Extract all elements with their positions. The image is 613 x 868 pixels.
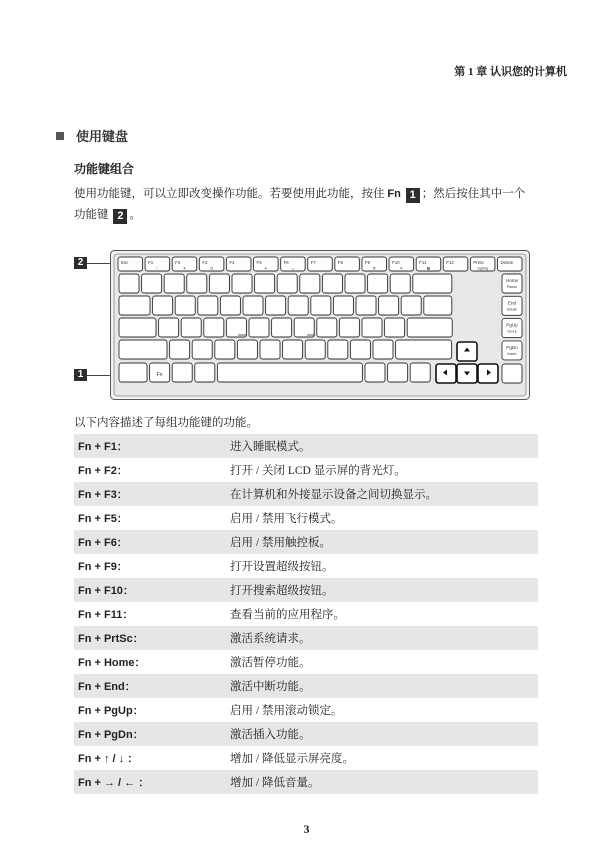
- key-combo: Fn + F10：: [78, 585, 134, 597]
- keycap: [365, 363, 385, 382]
- callout-badge-1: 1: [406, 188, 420, 203]
- key-combo: Fn + Home：: [78, 657, 146, 669]
- key-combo: Fn + PrtSc：: [78, 633, 144, 645]
- table-row: [74, 746, 538, 770]
- key-combo: Fn + PgUp：: [78, 705, 144, 717]
- keycap: [142, 274, 162, 293]
- side-key: [502, 296, 522, 315]
- keycap: [300, 274, 320, 293]
- figure-callout-2: 2: [74, 257, 87, 269]
- keycap: [390, 274, 410, 293]
- page-number: 3: [303, 822, 310, 836]
- key-description: 启用 / 禁用触控板。: [230, 537, 331, 549]
- keycap: [401, 296, 421, 315]
- keycap: [368, 274, 388, 293]
- function-key-row: [118, 257, 523, 272]
- fn-row-key-sublabel: ⊟: [210, 266, 214, 271]
- key-combo: Fn + F6：: [78, 537, 128, 549]
- side-key-sublabel: Break: [507, 307, 517, 312]
- keycap: [333, 296, 353, 315]
- keycap: [283, 340, 303, 359]
- subsection-title: 功能键组合: [74, 162, 135, 176]
- fn-row-key-label: PrtSc: [473, 260, 485, 265]
- keycap: [226, 318, 246, 337]
- keycap: [328, 340, 348, 359]
- fn-row-key-label: Delete: [500, 260, 514, 265]
- key-combo: Fn + F1：: [78, 441, 128, 453]
- table-row: [74, 602, 538, 626]
- side-key: [502, 274, 522, 293]
- keycap: [217, 363, 362, 382]
- callout-badge-2: 2: [113, 209, 127, 224]
- fn-row-key-label: F3: [202, 260, 208, 265]
- keycap: [119, 274, 139, 293]
- keycap: [396, 340, 452, 359]
- keycap: [350, 340, 370, 359]
- table-row: [74, 698, 538, 722]
- side-key-sublabel: Insert: [507, 351, 517, 356]
- keycap: [277, 274, 297, 293]
- fn-row-key-sublabel: ☾: [155, 266, 159, 271]
- fn-row-key-label: F4: [229, 260, 235, 265]
- keycap: [288, 296, 308, 315]
- table-row: [74, 482, 538, 506]
- para-text-2: ；然后按住其中一个: [421, 188, 526, 200]
- key-description: 激活中断功能。: [230, 681, 311, 693]
- table-row: [74, 530, 538, 554]
- keycap: [345, 274, 365, 293]
- main-key-area: [119, 274, 453, 383]
- side-key: [502, 341, 522, 360]
- key-combo: Fn + F3：: [78, 489, 128, 501]
- keycap: [192, 340, 212, 359]
- keycap: [385, 318, 405, 337]
- keycap: [272, 318, 292, 337]
- fn-row-key-label: F9: [364, 260, 371, 265]
- fn-row-key-label: Esc: [121, 260, 129, 265]
- keycap: [243, 296, 263, 315]
- para-text-3: 功能键: [74, 209, 112, 221]
- section-title: [56, 126, 128, 145]
- keycap: [153, 296, 173, 315]
- key-description: 打开 / 关闭 LCD 显示屏的背光灯。: [230, 465, 406, 477]
- keycap: [311, 296, 331, 315]
- fn-row-key-sublabel: SysRq: [477, 266, 488, 271]
- key-combo: Fn + F11：: [78, 609, 134, 621]
- table-row: [74, 650, 538, 674]
- key-combo: Fn + F9：: [78, 561, 128, 573]
- keycap: [204, 318, 224, 337]
- key-description: 激活插入功能。: [230, 729, 311, 741]
- key-description: 查看当前的应用程序。: [230, 609, 345, 621]
- keycap: [172, 363, 192, 382]
- fn-key-label: Fn: [156, 372, 163, 378]
- fn-row-key-sublabel: ⚲: [399, 266, 403, 271]
- key-description: 增加 / 降低显示屏亮度。: [230, 753, 354, 765]
- keycap: [119, 340, 167, 359]
- keycap: [410, 363, 430, 382]
- keycap: [237, 340, 257, 359]
- key-combo: Fn + F2：: [78, 465, 128, 477]
- side-key: [502, 319, 522, 338]
- table-row: [74, 770, 538, 794]
- fn-row-key-label: F6: [283, 260, 289, 265]
- keycap: [215, 340, 235, 359]
- key-description: 启用 / 禁用滚动锁定。: [230, 705, 343, 717]
- table-row: [74, 626, 538, 650]
- arrow-right-side-key: [502, 364, 522, 383]
- keycap: [322, 274, 342, 293]
- side-key-label: PgUp: [506, 322, 518, 328]
- keycap: [339, 318, 359, 337]
- keycap: [356, 296, 376, 315]
- keycap: [388, 363, 408, 382]
- keycap: [407, 318, 452, 337]
- fn-row-key-label: F12: [446, 260, 454, 265]
- fn-row-key-sublabel: ✈: [182, 266, 186, 271]
- fn-row-key-label: F11: [419, 260, 427, 265]
- keycap: [220, 296, 240, 315]
- side-key-sublabel: ScrLk: [507, 329, 517, 334]
- fn-row-key-label: F10: [392, 260, 400, 265]
- keycap: [260, 340, 280, 359]
- keycap: [255, 274, 275, 293]
- fn-row-key-label: F8: [337, 260, 343, 265]
- side-key-sublabel: Pause: [506, 285, 518, 289]
- keycap: [379, 296, 399, 315]
- keycap: [164, 274, 184, 293]
- keycap: [187, 274, 207, 293]
- side-key-label: Home: [505, 278, 519, 283]
- key-description: 激活暂停功能。: [230, 657, 311, 669]
- fn-row-key-label: F1: [148, 260, 154, 265]
- table-row: [74, 674, 538, 698]
- keycap: [373, 340, 393, 359]
- key-description: 启用 / 禁用飞行模式。: [230, 513, 343, 525]
- keycap: [362, 318, 382, 337]
- keyboard-illustration: [110, 250, 530, 400]
- keycap: [317, 318, 337, 337]
- key-combo: Fn + F5：: [78, 513, 128, 525]
- function-key-table: [74, 434, 538, 794]
- table-row: [74, 578, 538, 602]
- key-combo: Fn + PgDn：: [78, 729, 144, 741]
- keycap: [294, 318, 314, 337]
- keycap: [413, 274, 452, 293]
- keycap: [198, 296, 218, 315]
- fn-row-key-sublabel: ▦: [426, 266, 431, 271]
- keycap: [249, 318, 269, 337]
- table-intro: 以下内容描述了每组功能键的功能。: [74, 417, 258, 429]
- fn-row-key-sublabel: ▭: [291, 266, 295, 271]
- keycap: [170, 340, 190, 359]
- chapter-header: 第 1 章 认识您的计算机: [454, 66, 567, 78]
- para-text-1: 使用功能键，可以立即改变操作功能。若要使用此功能，按住: [74, 188, 388, 200]
- figure-callout-1: 1: [74, 369, 87, 381]
- keycap: [119, 318, 156, 337]
- table-row: [74, 458, 538, 482]
- keycap: [424, 296, 452, 315]
- keycap: [181, 318, 201, 337]
- intro-paragraph: [74, 184, 554, 226]
- table-row: [74, 722, 538, 746]
- table-row: [74, 554, 538, 578]
- keycap: [119, 296, 150, 315]
- key-description: 激活系统请求。: [230, 633, 311, 645]
- key-combo: Fn + → / ← ：: [78, 777, 150, 789]
- fn-key-ref: Fn: [387, 188, 401, 200]
- keycap: [159, 318, 179, 337]
- fn-row-key-label: F2: [175, 260, 181, 265]
- bullet-square-icon: [56, 132, 64, 140]
- fn-row-key-label: F5: [256, 260, 262, 265]
- key-combo: Fn + ↑ / ↓ ：: [78, 753, 139, 765]
- keycap: [305, 340, 325, 359]
- key-combo: Fn + End：: [78, 681, 136, 693]
- key-description: 增加 / 降低音量。: [230, 777, 320, 789]
- fn-row-key-sublabel: ⚙: [372, 266, 376, 271]
- para-text-4: 。: [129, 209, 141, 221]
- keycap: [266, 296, 286, 315]
- section-title-text: 使用键盘: [76, 129, 129, 144]
- side-key-label: PgDn: [506, 344, 518, 350]
- keyboard-figure: [74, 250, 530, 400]
- keycap: [119, 363, 147, 382]
- side-key-label: End: [507, 300, 517, 306]
- fn-row-key-sublabel: ✈: [264, 266, 268, 271]
- keycap: [195, 363, 215, 382]
- keycap: [232, 274, 252, 293]
- table-row: [74, 434, 538, 458]
- fn-row-key-label: F7: [310, 260, 316, 265]
- key-description: 进入睡眠模式。: [230, 441, 311, 453]
- keycap: [209, 274, 229, 293]
- table-row: [74, 506, 538, 530]
- key-description: 打开搜索超级按钮。: [230, 585, 334, 597]
- key-description: 在计算机和外接显示设备之间切换显示。: [230, 489, 437, 501]
- key-description: 打开设置超级按钮。: [230, 561, 334, 573]
- keycap: [175, 296, 195, 315]
